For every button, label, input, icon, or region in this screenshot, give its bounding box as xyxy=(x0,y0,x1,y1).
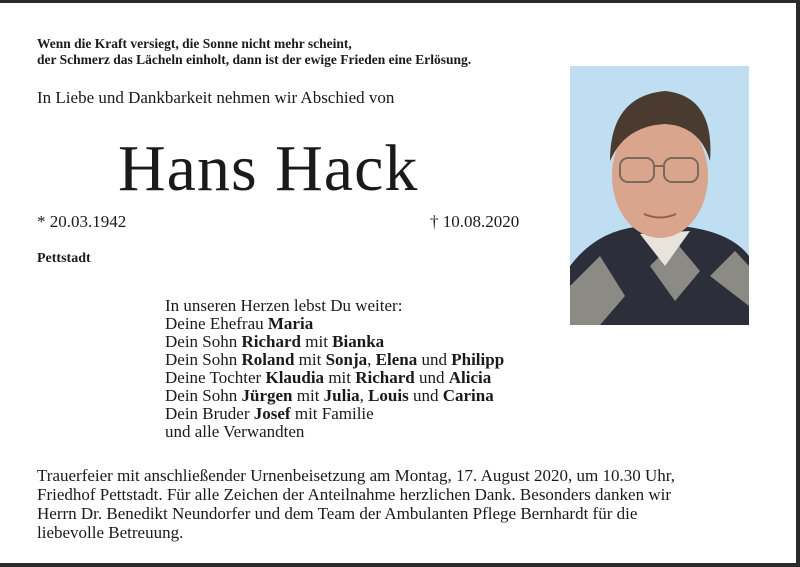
family-text: In unseren Herzen lebst Du weiter: xyxy=(165,296,403,315)
family-text: mit xyxy=(292,386,324,405)
relative-name: Elena xyxy=(375,350,418,369)
family-text: mit xyxy=(301,332,333,351)
intro-text: In Liebe und Dankbarkeit nehmen wir Abschied von xyxy=(37,88,395,107)
family-line xyxy=(165,333,504,351)
family-text: Dein Sohn xyxy=(165,332,242,351)
deceased-name: Hans Hack xyxy=(118,132,419,205)
relative-name: Philipp xyxy=(451,350,505,369)
relative-name: Richard xyxy=(241,332,301,351)
birth-date: * 20.03.1942 xyxy=(37,212,127,231)
family-line xyxy=(165,297,504,315)
family-text: Dein Sohn xyxy=(165,350,242,369)
relative-name: Maria xyxy=(267,314,314,333)
family-text: und xyxy=(417,350,452,369)
notice-line: Friedhof Pettstadt. Für alle Zeichen der Anteilnahme herzlichen Dank. Besonders danken wir xyxy=(37,485,672,504)
family-list xyxy=(165,297,504,441)
notice-line: Trauerfeier mit anschließender Urnenbeisetzung am Montag, 17. August 2020, um 10.30 Uhr, xyxy=(37,466,675,485)
relative-name: Roland xyxy=(241,350,295,369)
family-text: mit xyxy=(324,368,356,387)
relative-name: Sonja xyxy=(325,350,368,369)
relative-name: Louis xyxy=(368,386,409,405)
relative-name: Klaudia xyxy=(265,368,325,387)
family-text: , xyxy=(359,386,369,405)
family-line xyxy=(165,351,504,369)
family-line xyxy=(165,423,504,441)
relative-name: Jürgen xyxy=(241,386,293,405)
quote-line: Wenn die Kraft versiegt, die Sonne nicht mehr scheint, xyxy=(37,36,352,51)
family-text: mit xyxy=(294,350,326,369)
family-text: und xyxy=(408,386,443,405)
relative-name: Carina xyxy=(442,386,494,405)
quote xyxy=(37,36,471,68)
family-text: Dein Sohn xyxy=(165,386,242,405)
obituary-notice xyxy=(0,3,796,563)
family-line xyxy=(165,405,504,423)
relative-name: Richard xyxy=(355,368,415,387)
family-text: und xyxy=(414,368,449,387)
family-text: mit Familie xyxy=(290,404,374,423)
funeral-notice xyxy=(37,466,675,542)
relative-name: Julia xyxy=(323,386,360,405)
portrait-photo xyxy=(570,66,749,325)
family-text: Deine Ehefrau xyxy=(165,314,268,333)
relative-name: Bianka xyxy=(332,332,385,351)
notice-line: liebevolle Betreuung. xyxy=(37,523,184,542)
relative-name: Josef xyxy=(253,404,291,423)
family-line xyxy=(165,387,504,405)
relative-name: Alicia xyxy=(448,368,492,387)
family-line xyxy=(165,315,504,333)
family-text: Dein Bruder xyxy=(165,404,254,423)
notice-line: Herrn Dr. Benedikt Neundorfer und dem Team der Ambulanten Pflege Bernhardt für die xyxy=(37,504,638,523)
family-text: , xyxy=(367,350,376,369)
quote-line: der Schmerz das Lächeln einholt, dann ist der ewige Frieden eine Erlösung. xyxy=(37,52,472,67)
family-text: Deine Tochter xyxy=(165,368,266,387)
family-text: und alle Verwandten xyxy=(165,422,305,441)
death-date: † 10.08.2020 xyxy=(430,212,520,231)
family-line xyxy=(165,369,504,387)
place: Pettstadt xyxy=(37,251,91,266)
